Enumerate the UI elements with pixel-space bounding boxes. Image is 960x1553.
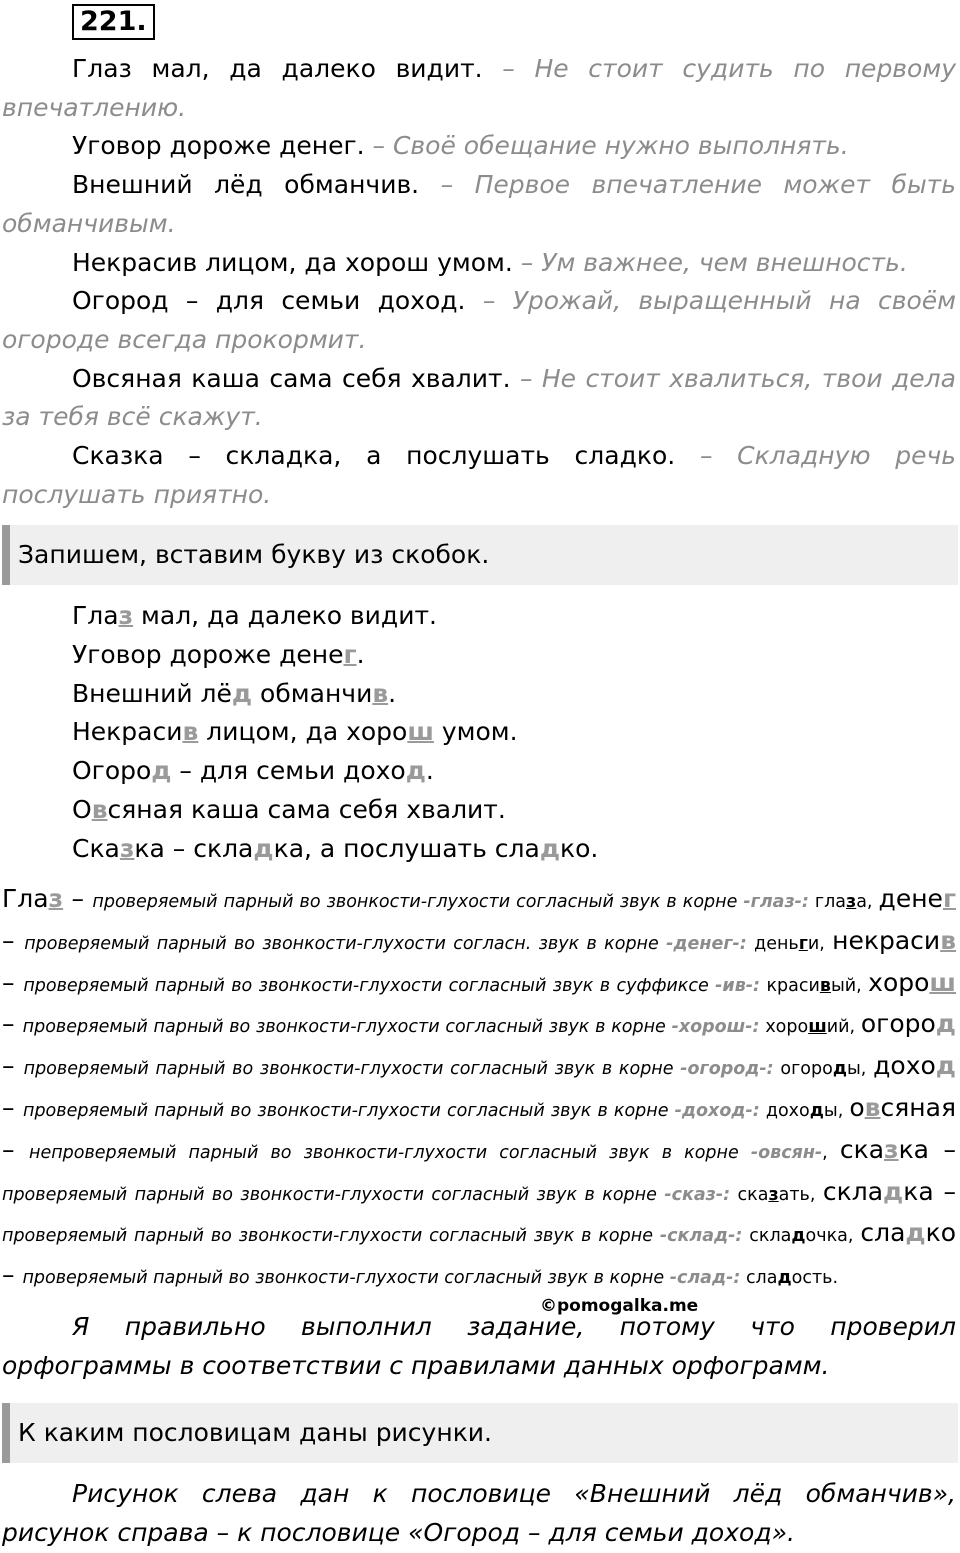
spelling-explanation	[2, 880, 956, 1298]
explained-word: хоро	[868, 967, 930, 997]
highlighted-letter: ш	[929, 967, 956, 997]
check-word: огоро	[773, 1059, 833, 1080]
root-label: -склад-:	[659, 1226, 743, 1247]
root-label: -слад-:	[669, 1268, 741, 1289]
check-word: дохо	[759, 1100, 810, 1121]
explained-word: сяная –	[2, 1092, 956, 1164]
explained-word: сла	[860, 1218, 906, 1248]
check-letter: д	[809, 1100, 824, 1121]
rule-text: проверяемый парный во звонкости-глухости согласный звук в корне	[22, 1268, 670, 1289]
check-letter: д	[777, 1268, 792, 1289]
line-text: – для семьи дохо	[171, 756, 406, 786]
inserted-letter: д	[539, 833, 561, 863]
section-heading-text: Запишем, вставим букву из скобок.	[18, 540, 490, 569]
check-word: сла	[740, 1268, 778, 1289]
conclusion: Я правильно выполнил задание, потому что проверил орфограммы в соответствии с правилами данных орфограмм.	[2, 1312, 956, 1380]
proverb-paragraph	[2, 282, 956, 359]
written-line	[72, 752, 598, 791]
final-answer: Рисунок слева дан к пословице «Внешний лёд обманчив», рисунок справа – к пословице «Огород – для семьи доход».	[2, 1479, 956, 1547]
proverb-meaning: – Своё обещание нужно выполнять.	[372, 131, 849, 161]
proverb-text: Овсяная каша сама себя хвалит.	[72, 363, 511, 393]
check-word: а,	[856, 892, 879, 912]
root-label: -огород-:	[680, 1059, 774, 1080]
line-text: лицом, да хоро	[198, 717, 408, 747]
inserted-letter: д	[405, 756, 426, 786]
rule-text: проверяемый парный во звонкости-глухости согласный звук в корне	[2, 1226, 660, 1247]
check-word: ы,	[846, 1059, 874, 1080]
proverb-paragraph	[2, 50, 956, 127]
explained-word: скла	[822, 1176, 884, 1206]
highlighted-letter: з	[48, 884, 64, 913]
highlighted-letter: д	[935, 1051, 956, 1081]
line-text: О	[72, 794, 92, 824]
check-letter: ш	[808, 1017, 827, 1038]
root-label: -хорош-:	[671, 1017, 760, 1038]
explained-word: ка –	[903, 1176, 957, 1206]
explained-word: ко –	[2, 1218, 956, 1290]
rule-text: проверяемый парный во звонкости-глухости согласный звук в корне	[22, 1017, 672, 1038]
proverb-text: Огород – для семьи доход.	[72, 286, 466, 316]
check-letter: в	[819, 975, 831, 996]
proverbs-with-meanings	[2, 50, 956, 514]
explained-word: ка –	[898, 1134, 956, 1164]
explained-word: –	[2, 925, 25, 955]
inserted-letter: в	[372, 678, 389, 708]
inserted-letter: в	[91, 794, 108, 824]
line-text: ка, а послушать сла	[273, 833, 540, 863]
check-letter: д	[832, 1059, 847, 1080]
line-text: сяная каша сама себя хвалит.	[107, 794, 506, 824]
rule-text: проверяемый парный во звонкости-глухости согласный звук в корне	[92, 892, 744, 912]
explained-word: –	[2, 967, 24, 997]
explained-word: дене	[878, 884, 943, 913]
explained-word: Гла	[2, 884, 49, 913]
inserted-letter: з	[119, 833, 135, 863]
root-label: -доход-:	[674, 1100, 760, 1121]
line-text: ко.	[560, 833, 599, 863]
explained-word: некраси	[832, 925, 941, 955]
check-word: гла	[808, 892, 847, 912]
proverb-text: Сказка – складка, а послушать сладко.	[72, 441, 676, 471]
check-word: ость.	[791, 1268, 839, 1289]
rule-text: проверяемый парный во звонкости-глухости согласный звук в корне	[23, 1059, 681, 1080]
proverb-meaning: – Не стоит судить по первому впечатлению.	[2, 54, 956, 122]
proverb-text: Внешний лёд обманчив.	[72, 170, 420, 200]
line-text: Внешний лё	[72, 678, 232, 708]
proverb-meaning: – Ум важнее, чем внешность.	[520, 247, 908, 277]
inserted-letter: д	[253, 833, 274, 863]
written-line	[72, 636, 598, 675]
written-line	[72, 675, 598, 714]
written-line	[72, 830, 598, 869]
highlighted-letter: д	[905, 1218, 926, 1248]
explained-word: –	[2, 1051, 24, 1081]
line-text: ка – скла	[134, 833, 254, 863]
rule-text: проверяемый парный во звонкости-глухости согласн. звук в корне	[24, 933, 667, 954]
inserted-letter: ш	[407, 717, 434, 747]
line-text: мал, да далеко видит.	[133, 601, 437, 630]
check-word: и,	[807, 933, 833, 954]
check-word: ,	[822, 1142, 840, 1163]
highlighted-letter: в	[864, 1092, 881, 1122]
rule-text: проверяемый парный во звонкости-глухости согласный звук в корне	[23, 1100, 675, 1121]
written-proverbs	[72, 597, 598, 869]
line-text: Ска	[72, 833, 120, 863]
root-label: -глаз-:	[743, 892, 809, 912]
line-text: .	[425, 756, 434, 786]
section-heading-insert-letters	[2, 525, 958, 585]
line-text: обманчи	[252, 678, 373, 708]
check-word: ы,	[823, 1100, 850, 1121]
explained-word: о	[849, 1092, 865, 1122]
line-text: Гла	[72, 601, 119, 630]
section-heading-text: К каким пословицам даны рисунки.	[18, 1418, 492, 1447]
root-label: -сказ-:	[664, 1184, 731, 1205]
check-letter: з	[846, 892, 857, 912]
inserted-letter: д	[151, 756, 172, 786]
line-text: Уговор дороже дене	[72, 639, 344, 669]
line-text: умом.	[433, 717, 518, 747]
check-letter: д	[791, 1226, 806, 1247]
check-word: скла	[742, 1226, 792, 1247]
watermark: ©pomogalka.me	[540, 1296, 699, 1316]
proverb-paragraph	[2, 244, 956, 283]
written-line	[72, 713, 598, 752]
proverb-paragraph	[2, 166, 956, 243]
line-text: Некраси	[72, 717, 183, 747]
proverb-meaning: – Первое впечатление может быть обманчивым.	[2, 170, 956, 238]
proverb-paragraph	[2, 437, 956, 514]
check-word: день	[746, 933, 799, 954]
explained-word: –	[2, 1092, 23, 1122]
rule-text: проверяемый парный во звонкости-глухости согласный звук в корне	[2, 1184, 665, 1205]
check-letter: г	[798, 933, 808, 954]
check-word: ать,	[778, 1184, 823, 1205]
explained-word: дохо	[873, 1051, 936, 1081]
explained-word: –	[63, 884, 93, 913]
explained-word: –	[2, 1009, 23, 1039]
check-word: очка,	[805, 1226, 861, 1247]
proverb-text: Некрасив лицом, да хорош умом.	[72, 247, 513, 277]
section-heading-pictures	[2, 1403, 958, 1463]
inserted-letter: г	[343, 639, 357, 669]
check-word: хоро	[759, 1017, 809, 1038]
root-label: -овсян-	[750, 1142, 823, 1163]
written-line	[72, 791, 598, 830]
highlighted-letter: д	[935, 1009, 956, 1039]
inserted-letter: з	[118, 601, 134, 630]
proverb-text: Глаз мал, да далеко видит.	[72, 54, 483, 83]
proverb-meaning: – Урожай, выращенный на своём огороде всегда прокормит.	[2, 286, 956, 354]
highlighted-letter: г	[942, 884, 956, 913]
proverb-paragraph	[2, 360, 956, 437]
root-label: -денег-:	[666, 933, 747, 954]
proverb-meaning: – Не стоит хвалиться, твои дела за тебя всё скажут.	[2, 363, 956, 432]
proverb-paragraph	[2, 127, 956, 166]
highlighted-letter: з	[884, 1134, 899, 1164]
proverb-meaning: – Складную речь послушать приятно.	[2, 441, 956, 509]
line-text: .	[388, 678, 397, 708]
rule-text: непроверяемый парный во звонкости-глухости согласный звук в корне	[29, 1142, 751, 1163]
inserted-letter: в	[182, 717, 199, 747]
written-line	[72, 597, 598, 636]
proverb-text: Уговор дороже денег.	[72, 131, 365, 161]
inserted-letter: д	[231, 678, 253, 708]
check-word: ый,	[830, 975, 869, 996]
root-label: -ив-:	[715, 975, 761, 996]
explained-word: ска	[839, 1134, 885, 1164]
check-word: краси	[760, 975, 820, 996]
check-word: ска	[730, 1184, 769, 1205]
line-text: .	[356, 639, 365, 669]
highlighted-letter: в	[940, 925, 957, 955]
highlighted-letter: д	[883, 1176, 904, 1206]
check-word: ий,	[826, 1017, 861, 1038]
check-letter: з	[768, 1184, 779, 1205]
line-text: Огоро	[72, 756, 152, 786]
exercise-number: 221.	[72, 4, 155, 40]
explained-word: огоро	[860, 1009, 936, 1039]
rule-text: проверяемый парный во звонкости-глухости согласный звук в суффиксе	[23, 975, 716, 996]
